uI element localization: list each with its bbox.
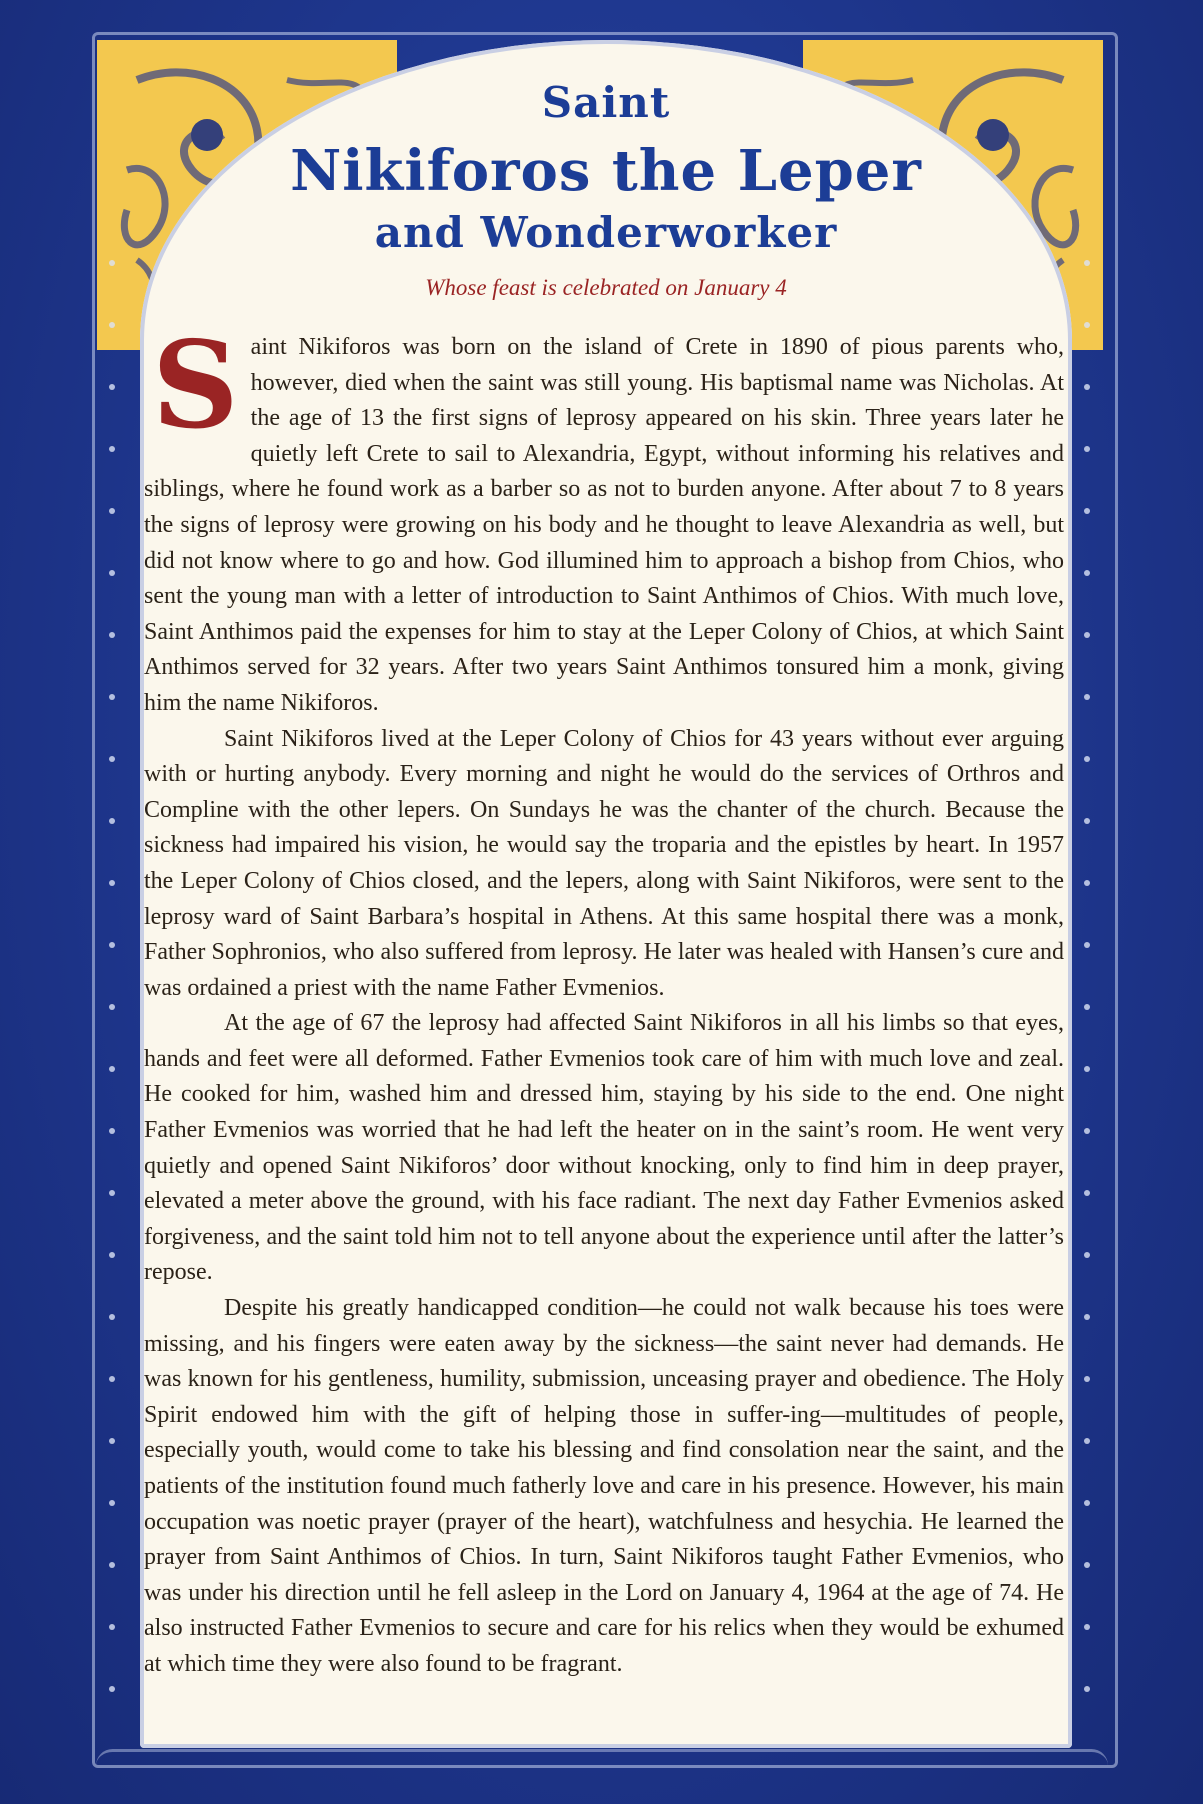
decorative-dots-right	[1083, 260, 1091, 1740]
paragraph-4: Despite his greatly handicapped condition—he could not walk because his toes were missing, and his fingers were eaten away by the sickness—the saint never had demands. He was known for his gentleness, humility, submission, unceasing prayer and obedience. The Holy Spirit endowed him with the gift of helping those in suffer-ing—multitudes of people, especially youth, would come to take his blessing and find consolation near the saint, and the patients of the institution found much fatherly love and care in his presence. However, his main occupation was noetic prayer (prayer of the heart), watchfulness and hesychia. He learned the prayer from Saint Anthimos of Chios. In turn, Saint Nikiforos taught Father Evmenios, who was under his direction until he fell asleep in the Lord on January 4, 1964 at the age of 74. He also instructed Father Evmenios to secure and care for his relics when they would be exhumed at which time they were also found to be fragrant.	[144, 1295, 1064, 1677]
title-line-1: Saint	[541, 78, 671, 127]
paragraph-3: At the age of 67 the leprosy had affected Saint Nikiforos in all his limbs so that eyes, hands and feet were all deformed. Father Evmenios took care of him with much love and zeal. He cooked for him, washed him and dressed him, staying by his side to the end. One night Father Evmenios was worried that he had left the heater on in the saint’s room. He went very quietly and opened Saint Nikiforos’ door without knocking, only to find him in deep prayer, elevated a meter above the ground, with his face radiant. The next day Father Evmenios asked forgiveness, and the saint told him not to tell anyone about the experience until after the latter’s repose.	[144, 1010, 1064, 1286]
decorative-dots-left	[108, 260, 116, 1740]
article-body	[144, 315, 1064, 1683]
title-line-2: Nikiforos the Leper	[290, 138, 922, 204]
bottom-scroll-ornament	[96, 1749, 1108, 1782]
paragraph-1-text: aint Nikiforos was born on the island of Crete in 1890 of pious parents who, however, died when the saint was still young. His baptismal name was Nicholas. At the age of 13 the first signs of leprosy appeared on his skin. Three years later he quietly left Crete to sail to Alexandria, Egypt, without informing his relatives and siblings, where he found work as a barber so as not to burden anyone. After about 7 to 8 years the signs of leprosy were growing on his body and he thought to leave Alexandria as well, but did not know where to go and how. God illumined him to approach a bishop from Chios, who sent the young man with a letter of introduction to Saint Anthimos of Chios. With much love, Saint Anthimos paid the expenses for him to stay at the Leper Colony of Chios, at which Saint Anthimos served for 32 years. After two years Saint Anthimos tonsured him a monk, giving him the name Nikiforos.	[144, 334, 1064, 716]
drop-cap: S	[152, 315, 239, 456]
feast-subtitle: Whose feast is celebrated on January 4	[425, 275, 787, 300]
paragraph-2: Saint Nikiforos lived at the Leper Colony of Chios for 43 years without ever arguing with or hurting anybody. Every morning and night he would do the services of Orthros and Compline with the other lepers. On Sundays he was the chanter of the church. Because the sickness had impaired his vision, he would say the troparia and the epistles by heart. In 1957 the Leper Colony of Chios closed, and the lepers, along with Saint Nikiforos, were sent to the leprosy ward of Saint Barbara’s hospital in Athens. At this same hospital there was a monk, Father Sophronios, who also suffered from leprosy. He later was healed with Hansen’s cure and was ordained a priest with the name Father Evmenios.	[144, 725, 1064, 1001]
title-line-3: and Wonderworker	[374, 208, 838, 257]
paragraph-1	[144, 315, 1064, 722]
